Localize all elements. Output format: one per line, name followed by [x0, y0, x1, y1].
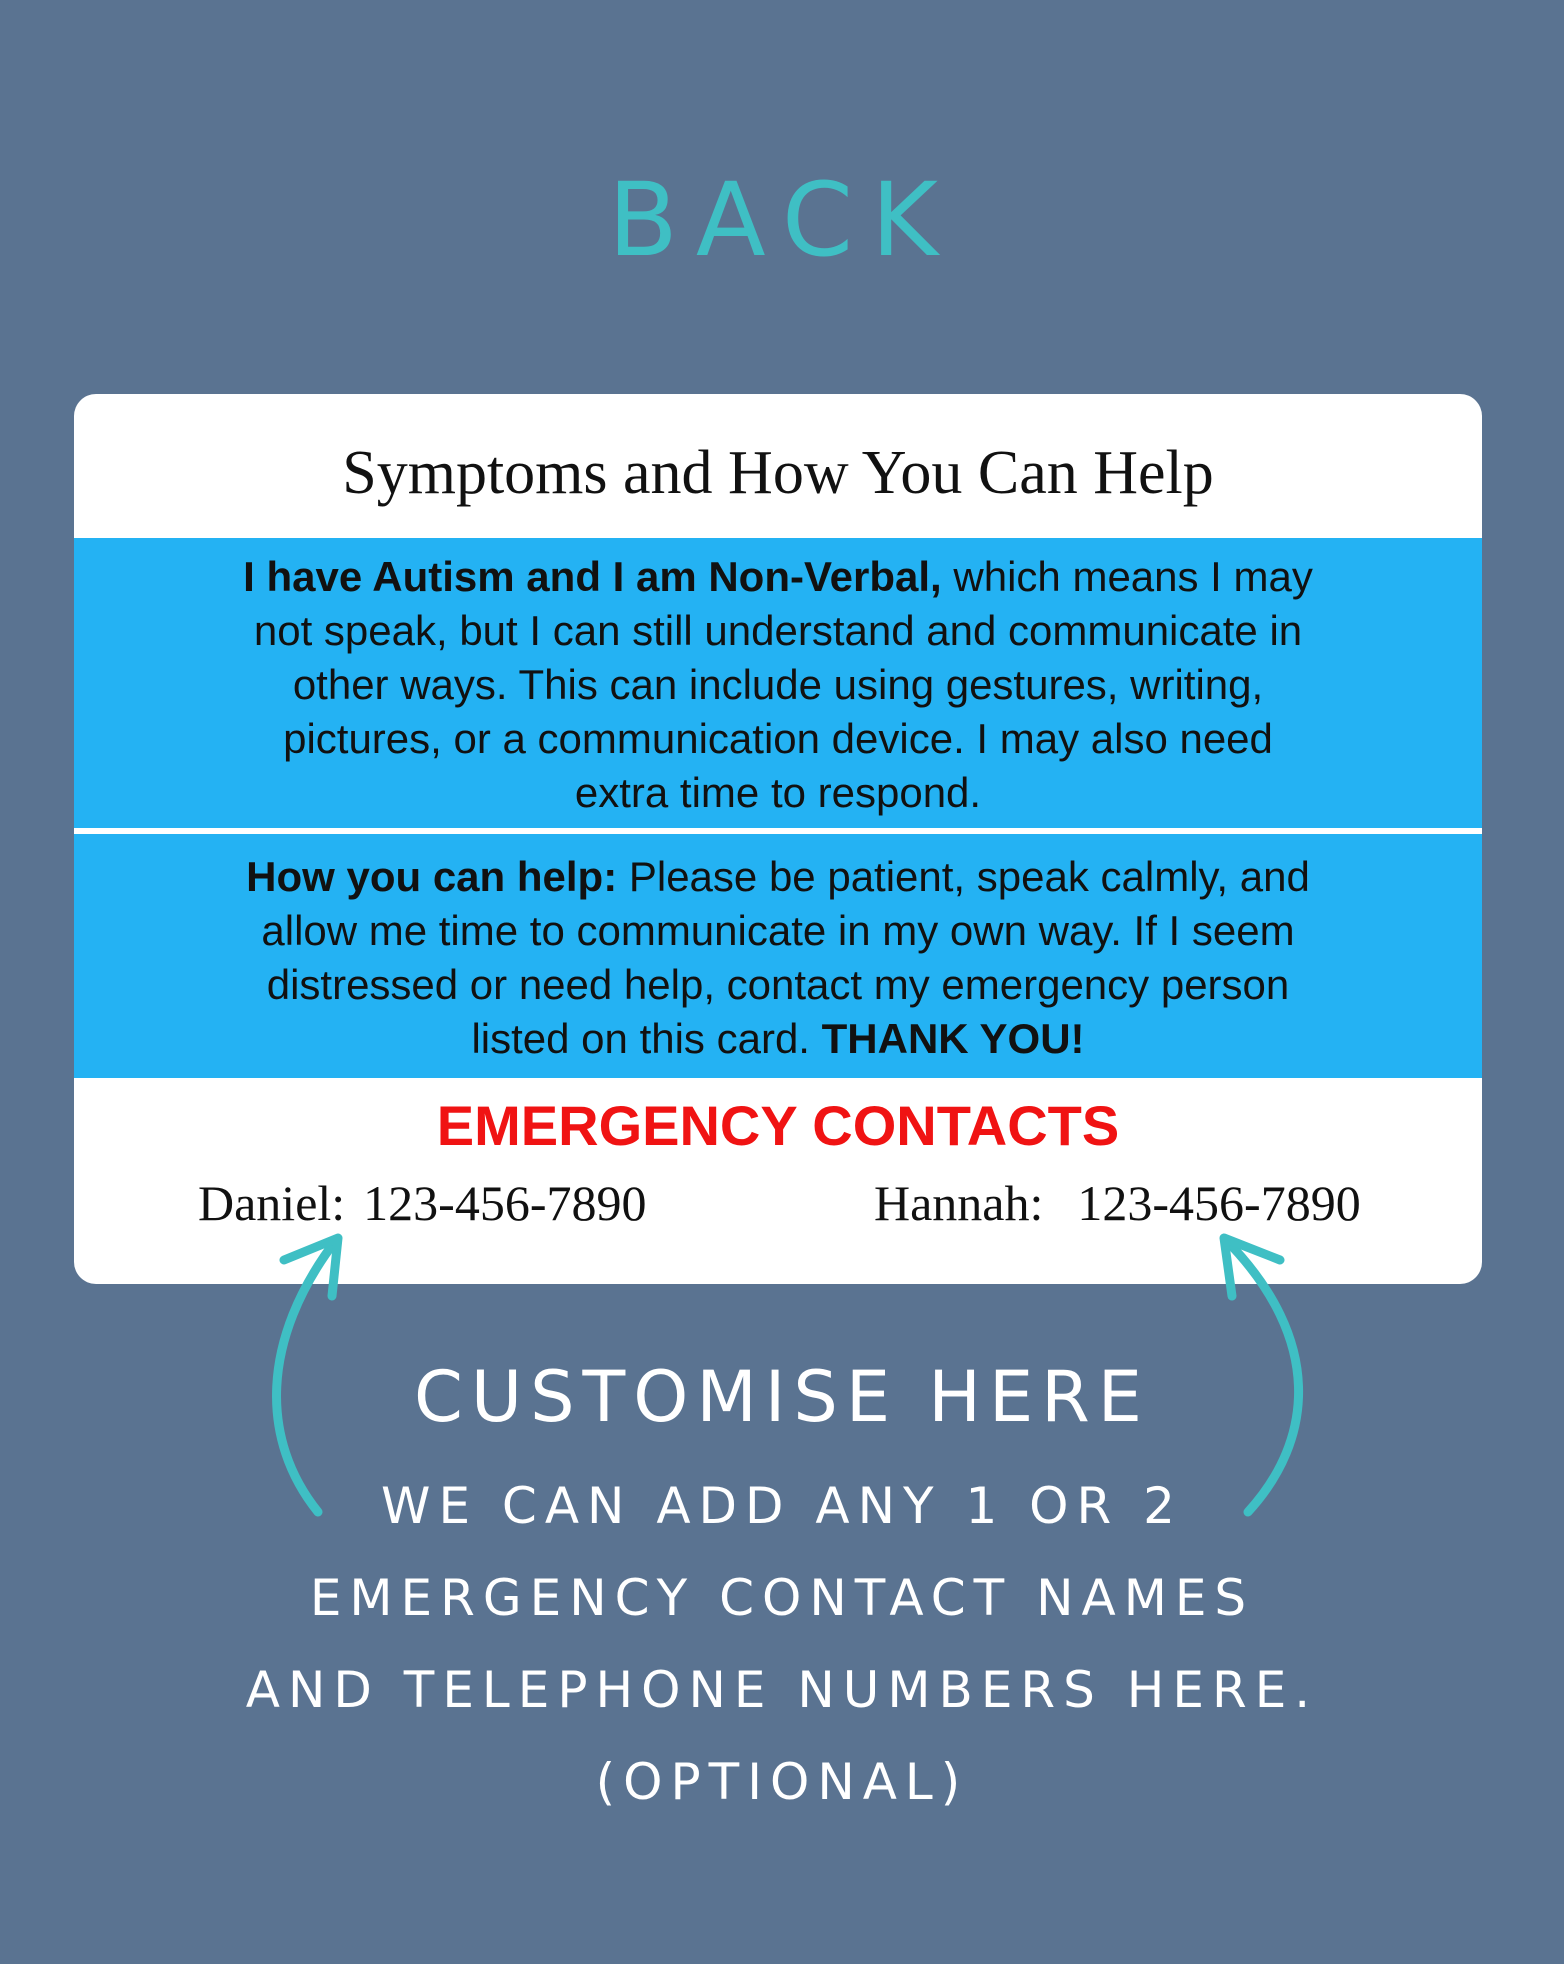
help-line-2: allow me time to communicate in my own way. If I seem [261, 907, 1295, 954]
help-text-1: Please be patient, speak calmly, and [617, 853, 1310, 900]
customise-line-2: EMERGENCY CONTACT NAMES [309, 1569, 1255, 1627]
contact-2-name: Hannah: [874, 1175, 1044, 1231]
help-line-1 [178, 850, 1378, 904]
symptoms-line-5: extra time to respond. [574, 769, 982, 816]
emergency-contacts-heading: EMERGENCY CONTACTS [436, 1094, 1120, 1157]
symptoms-block [74, 538, 1482, 828]
customise-line-4: (OPTIONAL) [595, 1753, 969, 1811]
customise-title: CUSTOMISE HERE [413, 1356, 1151, 1438]
customise-line-1: WE CAN ADD ANY 1 OR 2 [381, 1477, 1183, 1535]
symptoms-text-1: which means I may [941, 553, 1313, 600]
symptoms-line-1 [178, 550, 1378, 604]
card-title: Symptoms and How You Can Help [342, 439, 1214, 507]
help-line-3: distressed or need help, contact my emergency person [266, 961, 1290, 1008]
help-text-4: listed on this card. [471, 1015, 822, 1062]
customise-line-3: AND TELEPHONE NUMBERS HERE. [245, 1661, 1319, 1719]
contact-1-name: Daniel: [198, 1175, 346, 1231]
thank-you: THANK YOU! [821, 1015, 1085, 1062]
symptoms-line-4: pictures, or a communication device. I may also need [283, 715, 1273, 762]
symptoms-line-3: other ways. This can include using gestures, writing, [292, 661, 1264, 708]
symptoms-line-2: not speak, but I can still understand and communicate in [253, 607, 1303, 654]
customise-description [0, 1460, 1564, 1828]
contact-1-phone: 123-456-7890 [363, 1175, 647, 1231]
symptoms-bold: I have Autism and I am Non-Verbal, [243, 553, 942, 600]
help-block [74, 834, 1482, 1078]
help-line-4 [178, 1012, 1378, 1066]
page-heading: BACK [607, 161, 957, 280]
contact-2-phone: 123-456-7890 [1077, 1175, 1361, 1231]
help-bold: How you can help: [246, 853, 618, 900]
info-card [74, 394, 1482, 1284]
